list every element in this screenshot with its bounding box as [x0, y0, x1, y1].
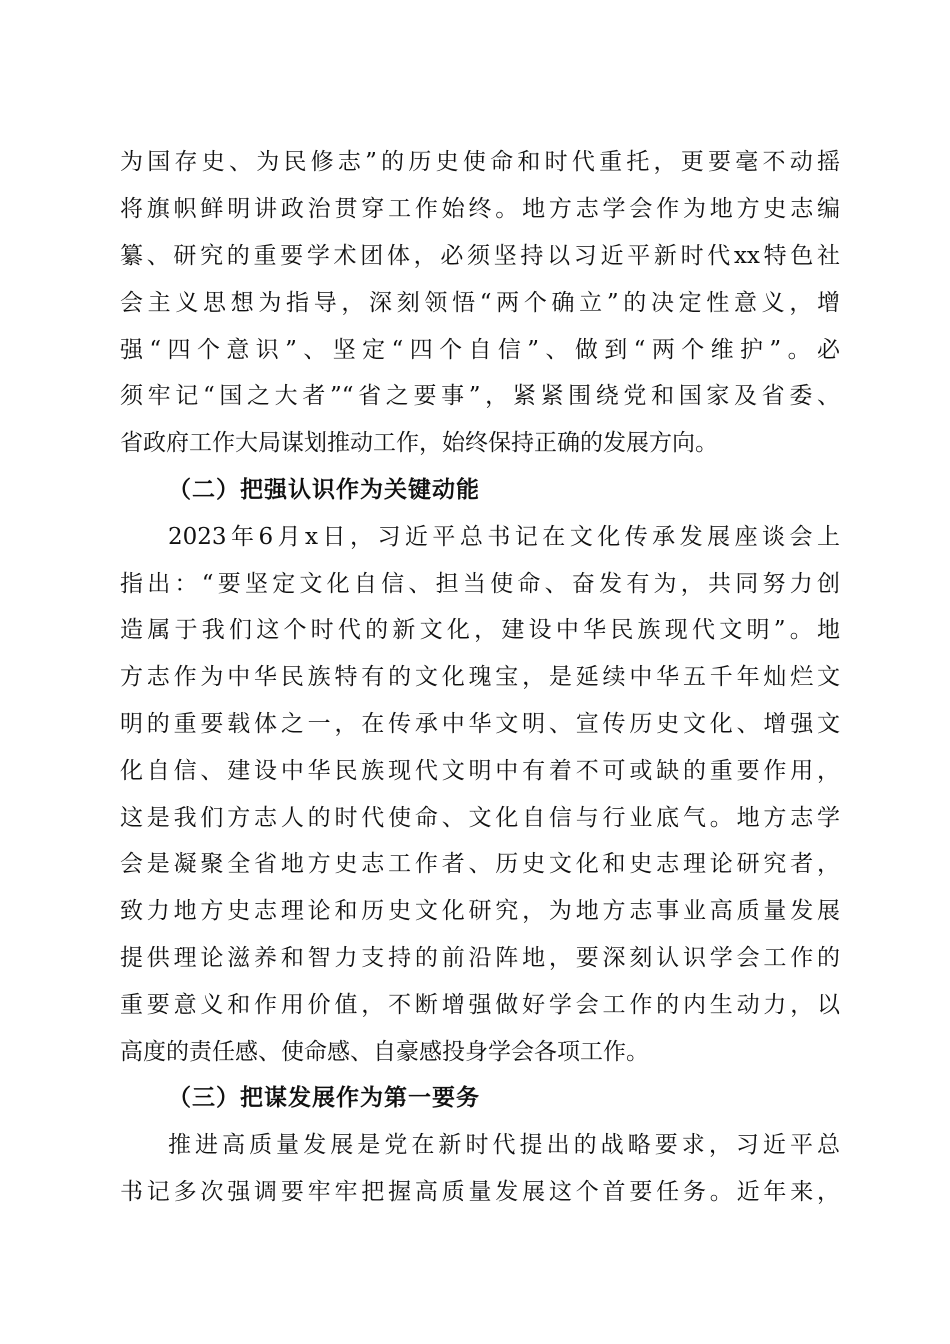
section-heading: （三）把谋发展作为第一要务	[168, 1084, 480, 1111]
section-heading: （二）把强认识作为关键动能	[168, 476, 480, 503]
text-line: 指出：“要坚定文化自信、担当使命、奋发有为，共同努力创	[120, 571, 840, 597]
text-line: 提供理论滋养和智力支持的前沿阵地，要深刻认识学会工作的	[120, 945, 840, 971]
text-line: 化自信、建设中华民族现代文明中有着不可或缺的重要作用，	[120, 758, 840, 784]
text-line: 书记多次强调要牢牢把握高质量发展这个首要任务。近年来，	[120, 1179, 840, 1205]
text-line: 会主义思想为指导，深刻领悟“两个确立”的决定性意义，增	[120, 290, 840, 316]
text-line: 省政府工作大局谋划推动工作，始终保持正确的发展方向。	[120, 430, 718, 456]
text-line: 方志作为中华民族特有的文化瑰宝，是延续中华五千年灿烂文	[120, 664, 840, 690]
text-line: 造属于我们这个时代的新文化，建设中华民族现代文明”。地	[120, 617, 840, 643]
text-line: 高度的责任感、使命感、自豪感投身学会各项工作。	[120, 1039, 649, 1065]
paragraph-first-line: 2023年6月x日，习近平总书记在文化传承发展座谈会上	[168, 524, 840, 550]
paragraph-first-line: 推进高质量发展是党在新时代提出的战略要求，习近平总	[168, 1132, 840, 1158]
text-line: 这是我们方志人的时代使命、文化自信与行业底气。地方志学	[120, 805, 840, 831]
text-line: 强“四个意识”、坚定“四个自信”、做到“两个维护”。必	[120, 337, 840, 363]
text-line: 明的重要载体之一，在传承中华文明、宣传历史文化、增强文	[120, 711, 840, 737]
text-line: 会是凝聚全省地方史志工作者、历史文化和史志理论研究者，	[120, 851, 840, 877]
text-line: 纂、研究的重要学术团体，必须坚持以习近平新时代xx特色社	[120, 243, 840, 269]
text-line: 重要意义和作用价值，不断增强做好学会工作的内生动力，以	[120, 992, 840, 1018]
text-line: 为国存史、为民修志”的历史使命和时代重托，更要毫不动摇	[120, 149, 840, 175]
text-line: 将旗帜鲜明讲政治贯穿工作始终。地方志学会作为地方史志编	[120, 196, 840, 222]
text-line: 致力地方史志理论和历史文化研究，为地方志事业高质量发展	[120, 898, 840, 924]
text-line: 须牢记“国之大者”“省之要事”，紧紧围绕党和国家及省委、	[120, 383, 840, 409]
